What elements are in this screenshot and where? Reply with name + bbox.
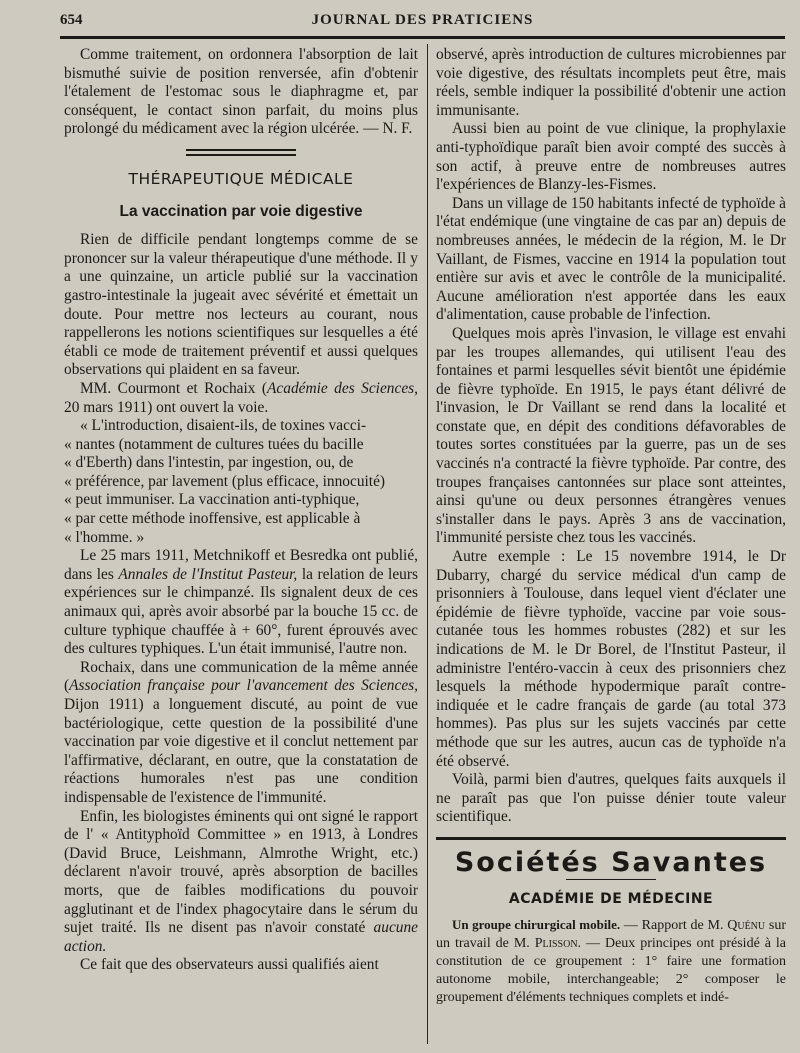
- page-number: 654: [60, 12, 83, 28]
- page-header: [60, 12, 785, 34]
- section-separator: [186, 149, 296, 156]
- section-title: THÉRAPEUTIQUE MÉDICALE: [128, 169, 354, 188]
- right-column: [436, 46, 786, 1007]
- article-title: La vaccination par voie digestive: [119, 202, 363, 220]
- societes-savantes-title: Sociétés Savantes: [454, 846, 768, 878]
- column-divider: [427, 44, 428, 1044]
- journal-title: JOURNAL DES PRATICIENS: [311, 12, 534, 28]
- intro-paragraph: Comme traitement, on ordonnera l'absorption de lait bismuthé suivie de position renversée, afin d'obtenir l'étalement de l'estomac sous le diaphragme et, par conséquent, le contact sinon parfait, du moins plus prolongé du médicament avec la région ulcérée. — N. F.: [64, 46, 418, 138]
- section-rule: [436, 837, 786, 840]
- quote-line: « l'homme. »: [64, 528, 145, 546]
- paragraph: Le 25 mars 1911, Metchnikoff et Besredka ont publié, dans les Annales de l'Institut Pasteur, la relation de leurs expériences sur le chimpanzé. Ils signalent deux de ces animaux qui, après avoir absorbé par la bouche 15 cc. de culture typhique chauffée à + 60°, furent éprouvés avec des cultures typhiques. L'un était immunisé, l'autre non.: [64, 547, 418, 658]
- quote-line: « L'introduction, disaient-ils, de toxines vacci-: [80, 417, 367, 435]
- paragraph: Enfin, les biologistes éminents qui ont signé le rapport de l' « Antityphoïd Committee » en 1913, à Londres (David Bruce, Leishmann, Almrothe Wright, etc.) déclarent n'avoir trouvé, après absorption de bacilles morts, que de faibles modifications du pouvoir agglutinant et de l'index phagocytaire dans le sérum du sujet traité. Ils ne disent pas n'avoir constaté aucune action.: [64, 807, 418, 955]
- paragraph: Dans un village de 150 habitants infecté de typhoïde à l'état endémique (une vingtaine de cas par an) depuis de nombreuses années, le médecin de la région, M. le Dr Vaillant, de Fismes, vaccine en 1914 la population tout entière sur avis et avec le contrôle de la municipalité. Aucune amélioration n'est apportée dans les eaux d'alimentation, cause probable de l'infection.: [436, 194, 786, 324]
- title-underline: [566, 879, 656, 880]
- paragraph: Aussi bien au point de vue clinique, la prophylaxie anti-typhoïdique paraît bien avoir compté des succès à son actif, à preuve entre de nombreuses autres l'expériences de Blanzy-les-Fismes.: [436, 120, 786, 194]
- quote-line: « nantes (notamment de cultures tuées du bacille: [64, 435, 364, 453]
- paragraph: Quelques mois après l'invasion, le village est envahi par les troupes allemandes, qui utilisent l'eau des fontaines et parmi lesquelles sévit bientôt une épidémie de fièvre typhoïde. En 1915, le pays étant délivré de l'invasion, le Dr Vaillant se rend dans la localité et constate que, en dépit des conditions défavorables de toutes sortes constituées par la guerre, pas un de ses vaccinés n'a contracté la fièvre typhoïde. Par contre, des troupes françaises cantonnées sur place sont atteintes, ainsi qu'une ou deux personnes étrangères venues s'installer dans le pays. Après 3 ans de vaccination, l'immunité persiste chez tous les vaccinés.: [436, 324, 786, 547]
- session-report: Un groupe chirurgical mobile. — Rapport de M. Quénu sur un travail de M. Plisson. — Deux principes ont présidé à la constitution de ce groupement : 1° faire une formation autonome mobile, interchangeable; 2° composer le groupement d'éléments techniques complets et indé-: [436, 917, 787, 1006]
- quote-line: « peut immuniser. La vaccination anti-typhique,: [64, 491, 360, 509]
- quote-line: « préférence, par lavement (plus efficace, innocuité): [64, 472, 386, 490]
- quote-line: « d'Eberth) dans l'intestin, par ingestion, ou, de: [64, 454, 354, 472]
- paragraph: Rochaix, dans une communication de la même année (Association française pour l'avancement des Sciences, Dijon 1911) a longuement discuté, au point de vue bactériologique, cette question de la possibilité d'une vaccination par voie digestive et il conclut nettement par l'affirmative, déclarant, en outre, que la constatation de réactions humorales n'est pas une condition indispensable de l'existence de l'immunité.: [64, 658, 418, 806]
- header-rule: [60, 36, 785, 39]
- paragraph: Autre exemple : Le 15 novembre 1914, le Dr Dubarry, chargé du service médical d'un camp de prisonniers à Toulouse, dans lequel vient d'éclater une épidémie de fièvre typhoïde, vaccine par voie sous-cutanée tous les hommes robustes (282) et sur les indications de M. le Dr Borel, de l'Institut Pasteur, il administre l'entéro-vaccin à ceux des prisonniers chez lesquels la méthode hypodermique paraît contre-indiquée et le cadre français de garde (au total 373 hommes). Pas plus sur les sujets vaccinés par cette méthode que sur les autres, aucun cas de typhoïde n'a été observé.: [436, 548, 786, 770]
- left-column: [64, 46, 418, 975]
- paragraph: Rien de difficile pendant longtemps comme de se prononcer sur la valeur thérapeutique d'une méthode. Il y a une quinzaine, un article publié sur la vaccination gastro-intestinale la jugeait avec sévérité et émettait un doute. Pour mettre nos lecteurs au courant, nous rappellerons les notions scientifiques sur lesquelles a été établi ce mode de traitement préventif et aussi quelques observations qui plaident en sa faveur.: [64, 231, 418, 379]
- academie-title: ACADÉMIE DE MÉDECINE: [508, 890, 714, 907]
- quote-line: « par cette méthode inoffensive, est applicable à: [64, 510, 361, 528]
- paragraph: MM. Courmont et Rochaix (Académie des Sciences, 20 mars 1911) ont ouvert la voie.: [64, 379, 418, 416]
- paragraph: observé, après introduction de cultures microbiennes par voie digestive, des résultats incomplets peut être, mais réels, semble indiquer la possibilité d'obtenir une action immunisante.: [436, 46, 786, 119]
- paragraph: Ce fait que des observateurs aussi qualifiés aient: [80, 956, 379, 974]
- paragraph: Voilà, parmi bien d'autres, quelques faits auxquels il ne paraît pas que l'on puisse dénier toute valeur scientifique.: [436, 771, 786, 826]
